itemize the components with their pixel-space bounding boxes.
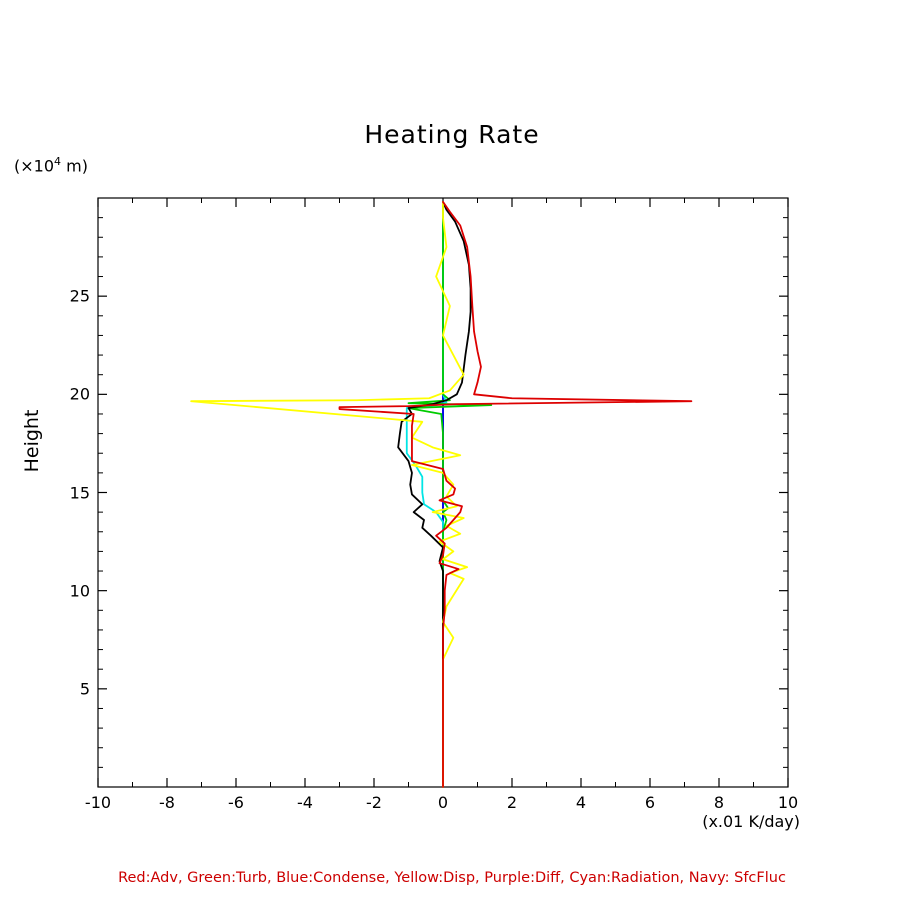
x-tick-label: -2 bbox=[366, 793, 382, 812]
x-tick-label: 6 bbox=[644, 793, 656, 812]
x-tick-label: 10 bbox=[777, 793, 799, 812]
series-line-disp bbox=[191, 202, 467, 787]
y-axis-label: Height bbox=[21, 409, 43, 473]
y-tick-label: 10 bbox=[69, 581, 90, 601]
x-tick-label: -6 bbox=[228, 793, 244, 812]
series-line-diff bbox=[398, 202, 470, 787]
y-unit-note: ($\times 10^4$ m) bbox=[14, 155, 88, 176]
x-tick-label: 4 bbox=[575, 793, 587, 812]
page-title: Heating Rate bbox=[364, 120, 540, 149]
x-tick-label: -4 bbox=[297, 793, 313, 812]
y-tick-label: 25 bbox=[69, 286, 90, 306]
x-tick-label: -8 bbox=[159, 793, 175, 812]
x-axis-label: (x.01 K/day) bbox=[702, 812, 800, 831]
x-tick-label: 0 bbox=[437, 793, 449, 812]
y-tick-label: 5 bbox=[79, 679, 90, 699]
x-tick-label: -10 bbox=[84, 793, 112, 812]
legend: Red:Adv, Green:Turb, Blue:Condense, Yellow:Disp, Purple:Diff, Cyan:Radiation, Navy: SfcFluc bbox=[118, 870, 786, 886]
x-tick-label: 2 bbox=[506, 793, 518, 812]
series-line-turb bbox=[409, 202, 492, 787]
y-tick-label: 15 bbox=[69, 483, 90, 502]
x-tick-label: 8 bbox=[713, 793, 725, 812]
y-tick-label: 20 bbox=[69, 384, 90, 404]
series-line-adv bbox=[340, 202, 692, 787]
